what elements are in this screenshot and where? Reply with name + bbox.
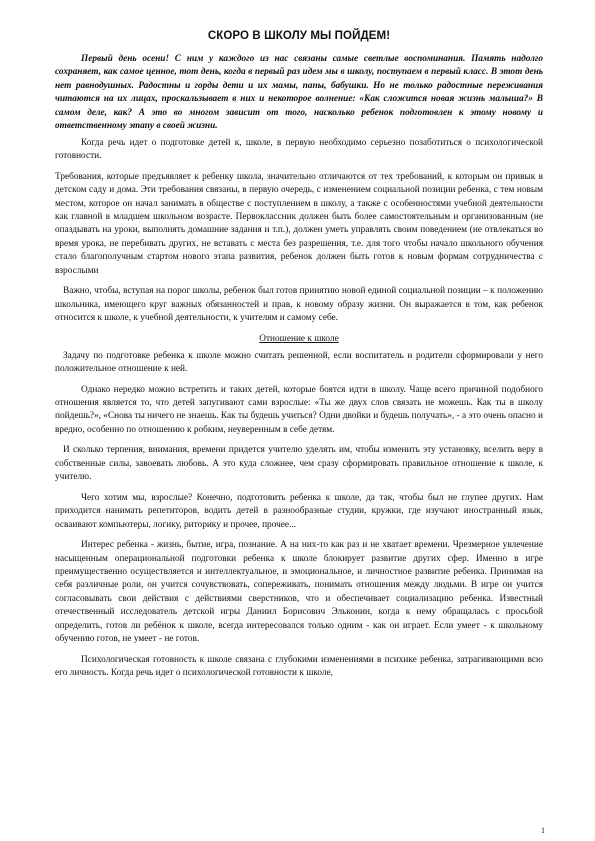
paragraph-school-requirements: Требования, которые предъявляет к ребенку школа, значительно отличаются от тех требований, к которым он привык в детском саду и дома. Эти требования связаны, в первую очередь, с изменением социальной позиции ребенка, с тем новым местом, которое он начал занимать в обществе с поступлением в школу, а также с особенностями учебной деятельности как главной в младшем школьном возрасте. Первоклассник должен быть более самостоятельным и организованным (не опаздывать на уроки, выполнять домашние задания и т.п.), должен уметь управлять своим поведением (не отвлекаться во время урока, не перебивать других, не вставать с места без разрешения, т.е. для того чтобы начало школьного обучения стало благополучным стартом нового этапа развития, ребенок должен быть готов к новым формам сотрудничества с взрослыми	[55, 171, 543, 276]
document-title: СКОРО В ШКОЛУ МЫ ПОЙДЕМ!	[207, 30, 391, 42]
paragraph-psych-readiness: Когда речь идет о подготовке детей к, школе, в первую необходимо серьезно позаботиться о психологической готовности.	[55, 137, 543, 162]
page-number: 1	[541, 826, 545, 835]
paragraph-psych-changes: Психологическая готовность к школе связана с глубокими изменениями в психике ребенка, затрагивающими всю его личность. Когда речь идет о психологической готовности к школе,	[55, 654, 543, 679]
intro-paragraph: Первый день осени! С ним у каждого из нас связаны самые светлые воспоминания. Память надолго сохраняет, как самое ценное, тот день, когда в первый раз идем мы в школу, поступаем в первый класс. В этот день нет равнодушных. Радостны и горды дети и их мамы, папы, бабушки. Но не только радостные переживания читаются на их лицах, проскальзывает в них и некоторое волнение: «Как сложится новая жизнь малыша?» В самом деле, как? А это во многом зависит от того, насколько ребенок подготовлен к этому новому и ответственному этапу в своей жизни.	[55, 54, 543, 132]
paragraph-child-interest: Интерес ребенка - жизнь, бытие, игра, познание. А на них-то как раз и не хватает времени. Чрезмерное увлечение насыщенным операциональной подготовки ребенка к школе блокирует развитие других сфер. Именно в игре преимущественно осуществляется и интеллектуальное, и эмоциональное, и личностное развитие ребенка. Принимая на себя различные роли, он учится сочувствовать, сопереживать, понимать отношения между людьми. В игре он учится согласовывать свои действия с действиями сверстников, что и обеспечивает социализацию ребенка. Известный отечественный исследователь детской игры Даниил Борисович Эльконин, когда к нему обращалась с просьбой определить, готов ли ребёнок к школе, всегда интересовался только одним - как он играет. Если умеет - к школьному обучению готов, не умеет - не готов.	[55, 540, 543, 645]
paragraph-task: Задачу по подготовке ребенка к школе можно считать решенной, если воспитатель и родители сформировали у него положительное отношение к ней.	[55, 350, 543, 375]
paragraph-social-position: Важно, чтобы, вступая на порог школы, ребенок был готов принятию новой единой социальной позиции – к положению школьника, имеющего круг важных обязанностей и прав, к новому образу жизни. Он выражается в том, как ребенок относится к школе, к учебной деятельности, к учителям и самому себе.	[55, 286, 543, 324]
paragraph-adults-want: Чего хотим мы, взрослые? Конечно, подготовить ребенка к школе, да так, чтобы был не глупее других. Нам приходится нанимать репетиторов, водить детей в разнообразные студии, кружки, где изучают иностранный язык, осваивают компьютеры, логику, риторику и прочее, прочее...	[55, 492, 543, 530]
section-heading: Отношение к школе	[259, 333, 339, 344]
paragraph-patience: И сколько терпения, внимания, времени придется учителю уделять им, чтобы изменить эту установку, вселить веру в собственные силы, завоевать любовь. А это куда сложнее, чем сразу сформировать правильное отношение к школе, к учителю.	[55, 445, 543, 483]
paragraph-fear-school: Однако нередко можно встретить и таких детей, которые боятся идти в школу. Чаще всего причиной подобного отношения является то, что детей запугивают сами взрослые: «Ты же двух слов связать не можешь. Как ты в школу пойдешь?», «Снова ты ничего не знаешь. Как ты будешь учиться? Одни двойки и будешь получать», - а это очень опасно и вредно, особенно по отношению к робким, неуверенным в себе детям.	[55, 384, 543, 435]
